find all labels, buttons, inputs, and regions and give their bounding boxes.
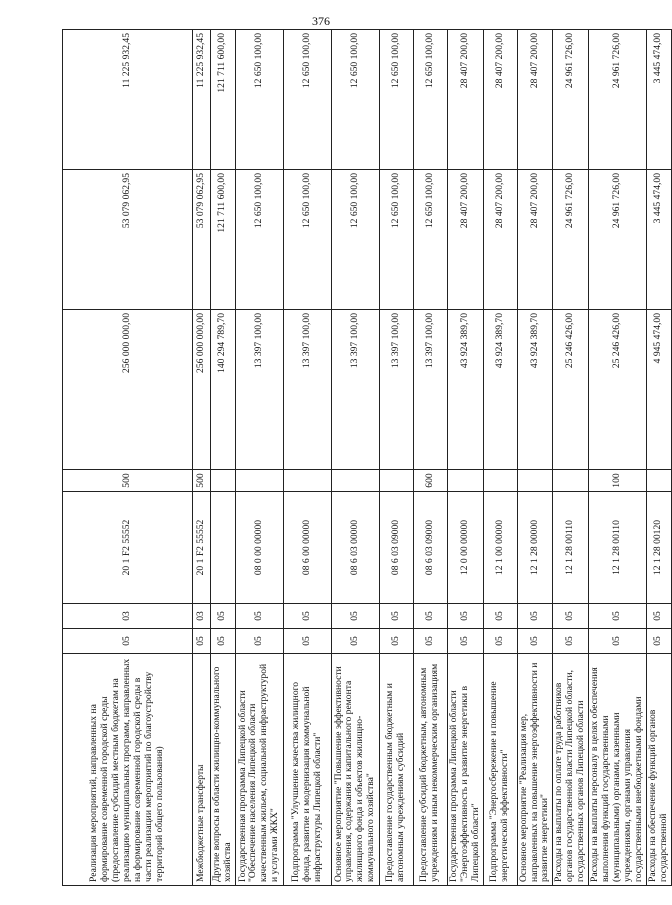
table-row — [235, 30, 283, 886]
budget-table — [62, 29, 672, 886]
amount-year3-cell: 121 711 600,00 — [211, 30, 236, 170]
amount-year2-cell: 24 961 726,00 — [589, 170, 647, 310]
amount-year1-cell: 43 924 389,70 — [517, 310, 553, 470]
subsection-code-cell: 03 — [63, 604, 193, 629]
table-row — [331, 30, 379, 886]
section-code-cell: 05 — [235, 629, 283, 654]
amount-year2-cell: 53 079 062,95 — [63, 170, 193, 310]
subsection-code-cell: 05 — [553, 604, 589, 629]
section-code-cell: 05 — [517, 629, 553, 654]
section-code-cell: 05 — [63, 629, 193, 654]
amount-year3-cell: 11 225 932,45 — [63, 30, 193, 170]
row-name-cell: Подпрограмма "Энергосбережение и повышение энергетической эффективности" — [483, 654, 517, 886]
section-code-cell: 05 — [331, 629, 379, 654]
amount-year1-cell: 13 397 100,00 — [379, 310, 413, 470]
target-item-code-cell: 12 1 28 00000 — [517, 492, 553, 604]
expense-type-code-cell — [283, 470, 331, 492]
amount-year1-cell: 13 397 100,00 — [331, 310, 379, 470]
amount-year2-cell: 12 650 100,00 — [235, 170, 283, 310]
amount-year3-cell: 11 225 932,45 — [193, 30, 211, 170]
row-name-cell: Расходы на выплаты персоналу в целях обеспечения выполнения функций государственными (муниципальными) органами, казенными учреждениями, органами управления государственными внебюджетными фондами — [589, 654, 647, 886]
target-item-code-cell: 12 1 28 00110 — [589, 492, 647, 604]
section-code-cell: 05 — [283, 629, 331, 654]
table-row — [211, 30, 236, 886]
amount-year3-cell: 24 961 726,00 — [553, 30, 589, 170]
target-item-code-cell — [211, 492, 236, 604]
section-code-cell: 05 — [379, 629, 413, 654]
amount-year2-cell: 28 407 200,00 — [447, 170, 483, 310]
subsection-code-cell: 05 — [211, 604, 236, 629]
amount-year2-cell: 12 650 100,00 — [283, 170, 331, 310]
subsection-code-cell: 05 — [283, 604, 331, 629]
row-name-cell: Подпрограмма "Улучшение качества жилищного фонда, развитие и модернизация коммунальной инфраструктуры Липецкой области" — [283, 654, 331, 886]
row-name-cell: Государственная программа Липецкой области "Обеспечение населения Липецкой области качественным жильем, социальной инфраструктурой и услугами ЖКХ" — [235, 654, 283, 886]
expense-type-code-cell — [646, 470, 671, 492]
target-item-code-cell: 20 1 F2 55552 — [63, 492, 193, 604]
amount-year2-cell: 12 650 100,00 — [379, 170, 413, 310]
table-row — [517, 30, 553, 886]
amount-year3-cell: 3 445 474,00 — [646, 30, 671, 170]
section-code-cell: 05 — [413, 629, 447, 654]
table-row — [483, 30, 517, 886]
target-item-code-cell: 12 1 28 00110 — [553, 492, 589, 604]
expense-type-code-cell: 100 — [589, 470, 647, 492]
amount-year3-cell: 12 650 100,00 — [379, 30, 413, 170]
expense-type-code-cell — [235, 470, 283, 492]
expense-type-code-cell: 500 — [63, 470, 193, 492]
row-name-cell: Другие вопросы в области жилищно-коммунального хозяйства — [211, 654, 236, 886]
expense-type-code-cell: 500 — [193, 470, 211, 492]
target-item-code-cell: 08 0 00 00000 — [235, 492, 283, 604]
subsection-code-cell: 03 — [193, 604, 211, 629]
subsection-code-cell: 05 — [517, 604, 553, 629]
expense-type-code-cell — [379, 470, 413, 492]
amount-year1-cell: 256 000 000,00 — [63, 310, 193, 470]
table-row — [193, 30, 211, 886]
table-row — [447, 30, 483, 886]
table-row — [646, 30, 671, 886]
amount-year3-cell: 12 650 100,00 — [235, 30, 283, 170]
amount-year3-cell: 12 650 100,00 — [283, 30, 331, 170]
subsection-code-cell: 05 — [447, 604, 483, 629]
expense-type-code-cell — [553, 470, 589, 492]
target-item-code-cell: 08 6 03 00000 — [331, 492, 379, 604]
row-name-cell: Реализация мероприятий, направленных на формирование современной городской среды (предоставление субсидий местным бюджетам на реализацию муниципальных программ, направленных на формирование современной городской среды в части реализации мероприятий по благоустройству территорий общего пользования) — [63, 654, 193, 886]
subsection-code-cell: 05 — [235, 604, 283, 629]
target-item-code-cell: 12 0 00 00000 — [447, 492, 483, 604]
amount-year3-cell: 28 407 200,00 — [517, 30, 553, 170]
amount-year1-cell: 13 397 100,00 — [413, 310, 447, 470]
expense-type-code-cell: 600 — [413, 470, 447, 492]
target-item-code-cell: 12 1 28 00120 — [646, 492, 671, 604]
row-name-cell: Предоставление государственным бюджетным и автономным учреждениям субсидий — [379, 654, 413, 886]
amount-year1-cell: 13 397 100,00 — [283, 310, 331, 470]
expense-type-code-cell — [211, 470, 236, 492]
expense-type-code-cell — [331, 470, 379, 492]
table-row — [379, 30, 413, 886]
row-name-cell: Основное мероприятие "Повышение эффективности управления, содержания и капитального ремонта жилищного фонда и объектов жилищно-коммунального хозяйства" — [331, 654, 379, 886]
amount-year3-cell: 28 407 200,00 — [483, 30, 517, 170]
amount-year1-cell: 43 924 389,70 — [447, 310, 483, 470]
amount-year3-cell: 12 650 100,00 — [413, 30, 447, 170]
section-code-cell: 05 — [553, 629, 589, 654]
table-row — [553, 30, 589, 886]
amount-year2-cell: 53 079 062,95 — [193, 170, 211, 310]
section-code-cell: 05 — [483, 629, 517, 654]
row-name-cell: Межбюджетные трансферты — [193, 654, 211, 886]
expense-type-code-cell — [447, 470, 483, 492]
amount-year3-cell: 12 650 100,00 — [331, 30, 379, 170]
amount-year1-cell: 25 246 426,00 — [589, 310, 647, 470]
subsection-code-cell: 05 — [483, 604, 517, 629]
amount-year2-cell: 3 445 474,00 — [646, 170, 671, 310]
subsection-code-cell: 05 — [331, 604, 379, 629]
table-row — [283, 30, 331, 886]
amount-year2-cell: 12 650 100,00 — [413, 170, 447, 310]
section-code-cell: 05 — [447, 629, 483, 654]
row-name-cell: Предоставление субсидий бюджетным, автономным учреждениям и иным некоммерческим организациям — [413, 654, 447, 886]
amount-year1-cell: 13 397 100,00 — [235, 310, 283, 470]
amount-year3-cell: 28 407 200,00 — [447, 30, 483, 170]
amount-year2-cell: 28 407 200,00 — [517, 170, 553, 310]
page-number: 376 — [312, 14, 330, 28]
amount-year2-cell: 28 407 200,00 — [483, 170, 517, 310]
row-name-cell: Расходы на обеспечение функций органов государственной — [646, 654, 671, 886]
table-row — [413, 30, 447, 886]
subsection-code-cell: 05 — [589, 604, 647, 629]
target-item-code-cell: 08 6 03 09000 — [413, 492, 447, 604]
row-name-cell: Основное мероприятие "Реализация мер, направленных на повышение энергоэффективности и развитие энергетики" — [517, 654, 553, 886]
amount-year2-cell: 24 961 726,00 — [553, 170, 589, 310]
section-code-cell: 05 — [589, 629, 647, 654]
row-name-cell: Государственная программа Липецкой области "Энергоэффективность и развитие энергетики в Липецкой области" — [447, 654, 483, 886]
amount-year2-cell: 121 711 600,00 — [211, 170, 236, 310]
expense-type-code-cell — [517, 470, 553, 492]
amount-year1-cell: 4 945 474,00 — [646, 310, 671, 470]
target-item-code-cell: 20 1 F2 55552 — [193, 492, 211, 604]
section-code-cell: 05 — [193, 629, 211, 654]
target-item-code-cell: 12 1 00 00000 — [483, 492, 517, 604]
subsection-code-cell: 05 — [646, 604, 671, 629]
row-name-cell: Расходы на выплаты по оплате труда работников органов государственной власти Липецкой области, государственных органов Липецкой области — [553, 654, 589, 886]
target-item-code-cell: 08 6 00 00000 — [283, 492, 331, 604]
amount-year3-cell: 24 961 726,00 — [589, 30, 647, 170]
amount-year1-cell: 25 246 426,00 — [553, 310, 589, 470]
amount-year1-cell: 43 924 389,70 — [483, 310, 517, 470]
subsection-code-cell: 05 — [379, 604, 413, 629]
expense-type-code-cell — [483, 470, 517, 492]
amount-year1-cell: 256 000 000,00 — [193, 310, 211, 470]
target-item-code-cell: 08 6 03 09000 — [379, 492, 413, 604]
amount-year1-cell: 140 294 789,70 — [211, 310, 236, 470]
section-code-cell: 05 — [646, 629, 671, 654]
subsection-code-cell: 05 — [413, 604, 447, 629]
table-row — [63, 30, 193, 886]
section-code-cell: 05 — [211, 629, 236, 654]
rotated-table-container — [62, 30, 669, 886]
table-row — [589, 30, 647, 886]
amount-year2-cell: 12 650 100,00 — [331, 170, 379, 310]
